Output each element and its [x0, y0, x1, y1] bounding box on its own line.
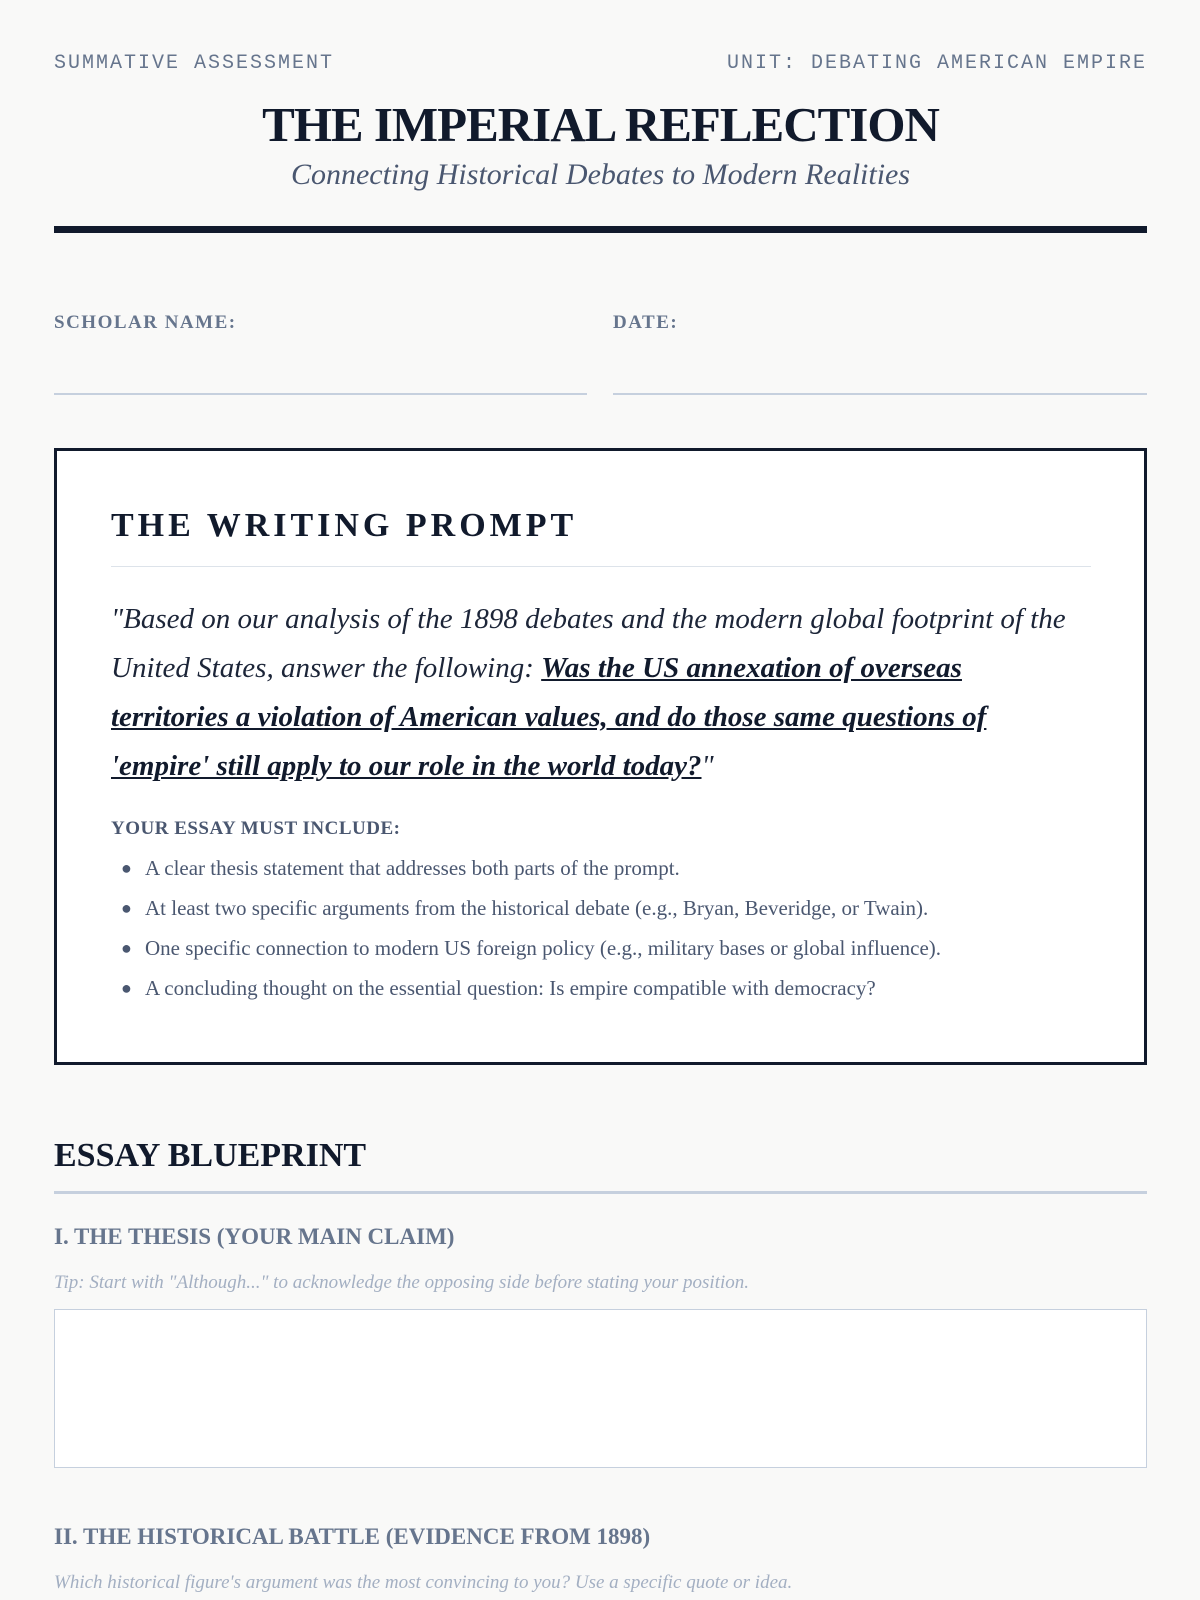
unit-name: UNIT: DEBATING AMERICAN EMPIRE: [726, 52, 1147, 75]
date-underline: [613, 393, 1147, 395]
writing-prompt-box: [54, 448, 1147, 1065]
requirements-label: YOUR ESSAY MUST INCLUDE:: [111, 818, 401, 839]
requirements-list: [111, 848, 1111, 1008]
page-subtitle: Connecting Historical Debates to Modern Realities: [290, 158, 911, 191]
name-field[interactable]: [54, 340, 587, 392]
prompt-question: Was the US annexation of overseas territories a violation of American values, and do those same questions of 'empire' still apply to our role in the world today?: [111, 652, 987, 782]
header-tagline: [54, 52, 1147, 78]
requirement-item: [111, 968, 1111, 1008]
date-field[interactable]: [613, 340, 1147, 392]
thesis-heading: I. THE THESIS (YOUR MAIN CLAIM): [54, 1224, 455, 1249]
blueprint-heading: ESSAY BLUEPRINT: [54, 1137, 367, 1174]
historical-battle-tip: Which historical figure's argument was the most convincing to you? Use a specific quote or idea.: [54, 1572, 793, 1593]
bullet-icon: ●: [121, 978, 132, 998]
requirement-item: [111, 928, 1111, 968]
bullet-icon: ●: [121, 938, 132, 958]
requirement-text: A concluding thought on the essential question: Is empire compatible with democracy?: [145, 976, 876, 1000]
requirement-item: [111, 848, 1111, 888]
prompt-close-quote: ": [701, 750, 714, 782]
requirement-text: A clear thesis statement that addresses both parts of the prompt.: [145, 856, 680, 880]
page-title: THE IMPERIAL REFLECTION: [262, 97, 939, 152]
date-label: DATE:: [613, 312, 679, 333]
thesis-tip: Tip: Start with "Although..." to acknowledge the opposing side before stating your position.: [54, 1272, 750, 1293]
bullet-icon: ●: [121, 858, 132, 878]
prompt-text: [111, 595, 1071, 791]
requirement-text: At least two specific arguments from the historical debate (e.g., Bryan, Beveridge, or Twain).: [145, 896, 929, 920]
historical-battle-heading: II. THE HISTORICAL BATTLE (EVIDENCE FROM 1898): [54, 1524, 651, 1549]
name-label: SCHOLAR NAME:: [54, 312, 237, 333]
prompt-intro: "Based on our analysis of the 1898 debates and the modern global footprint of the United States, answer the following:: [111, 603, 1066, 684]
header-divider: [54, 226, 1147, 233]
prompt-heading: THE WRITING PROMPT: [111, 507, 578, 544]
requirement-item: [111, 888, 1111, 928]
name-underline: [54, 393, 587, 395]
requirement-text: One specific connection to modern US foreign policy (e.g., military bases or global influence).: [145, 936, 942, 960]
thesis-input[interactable]: [54, 1309, 1147, 1468]
bullet-icon: ●: [121, 898, 132, 918]
assessment-type: SUMMATIVE ASSESSMENT: [54, 52, 335, 75]
blueprint-divider: [54, 1191, 1147, 1194]
prompt-divider: [111, 566, 1091, 567]
